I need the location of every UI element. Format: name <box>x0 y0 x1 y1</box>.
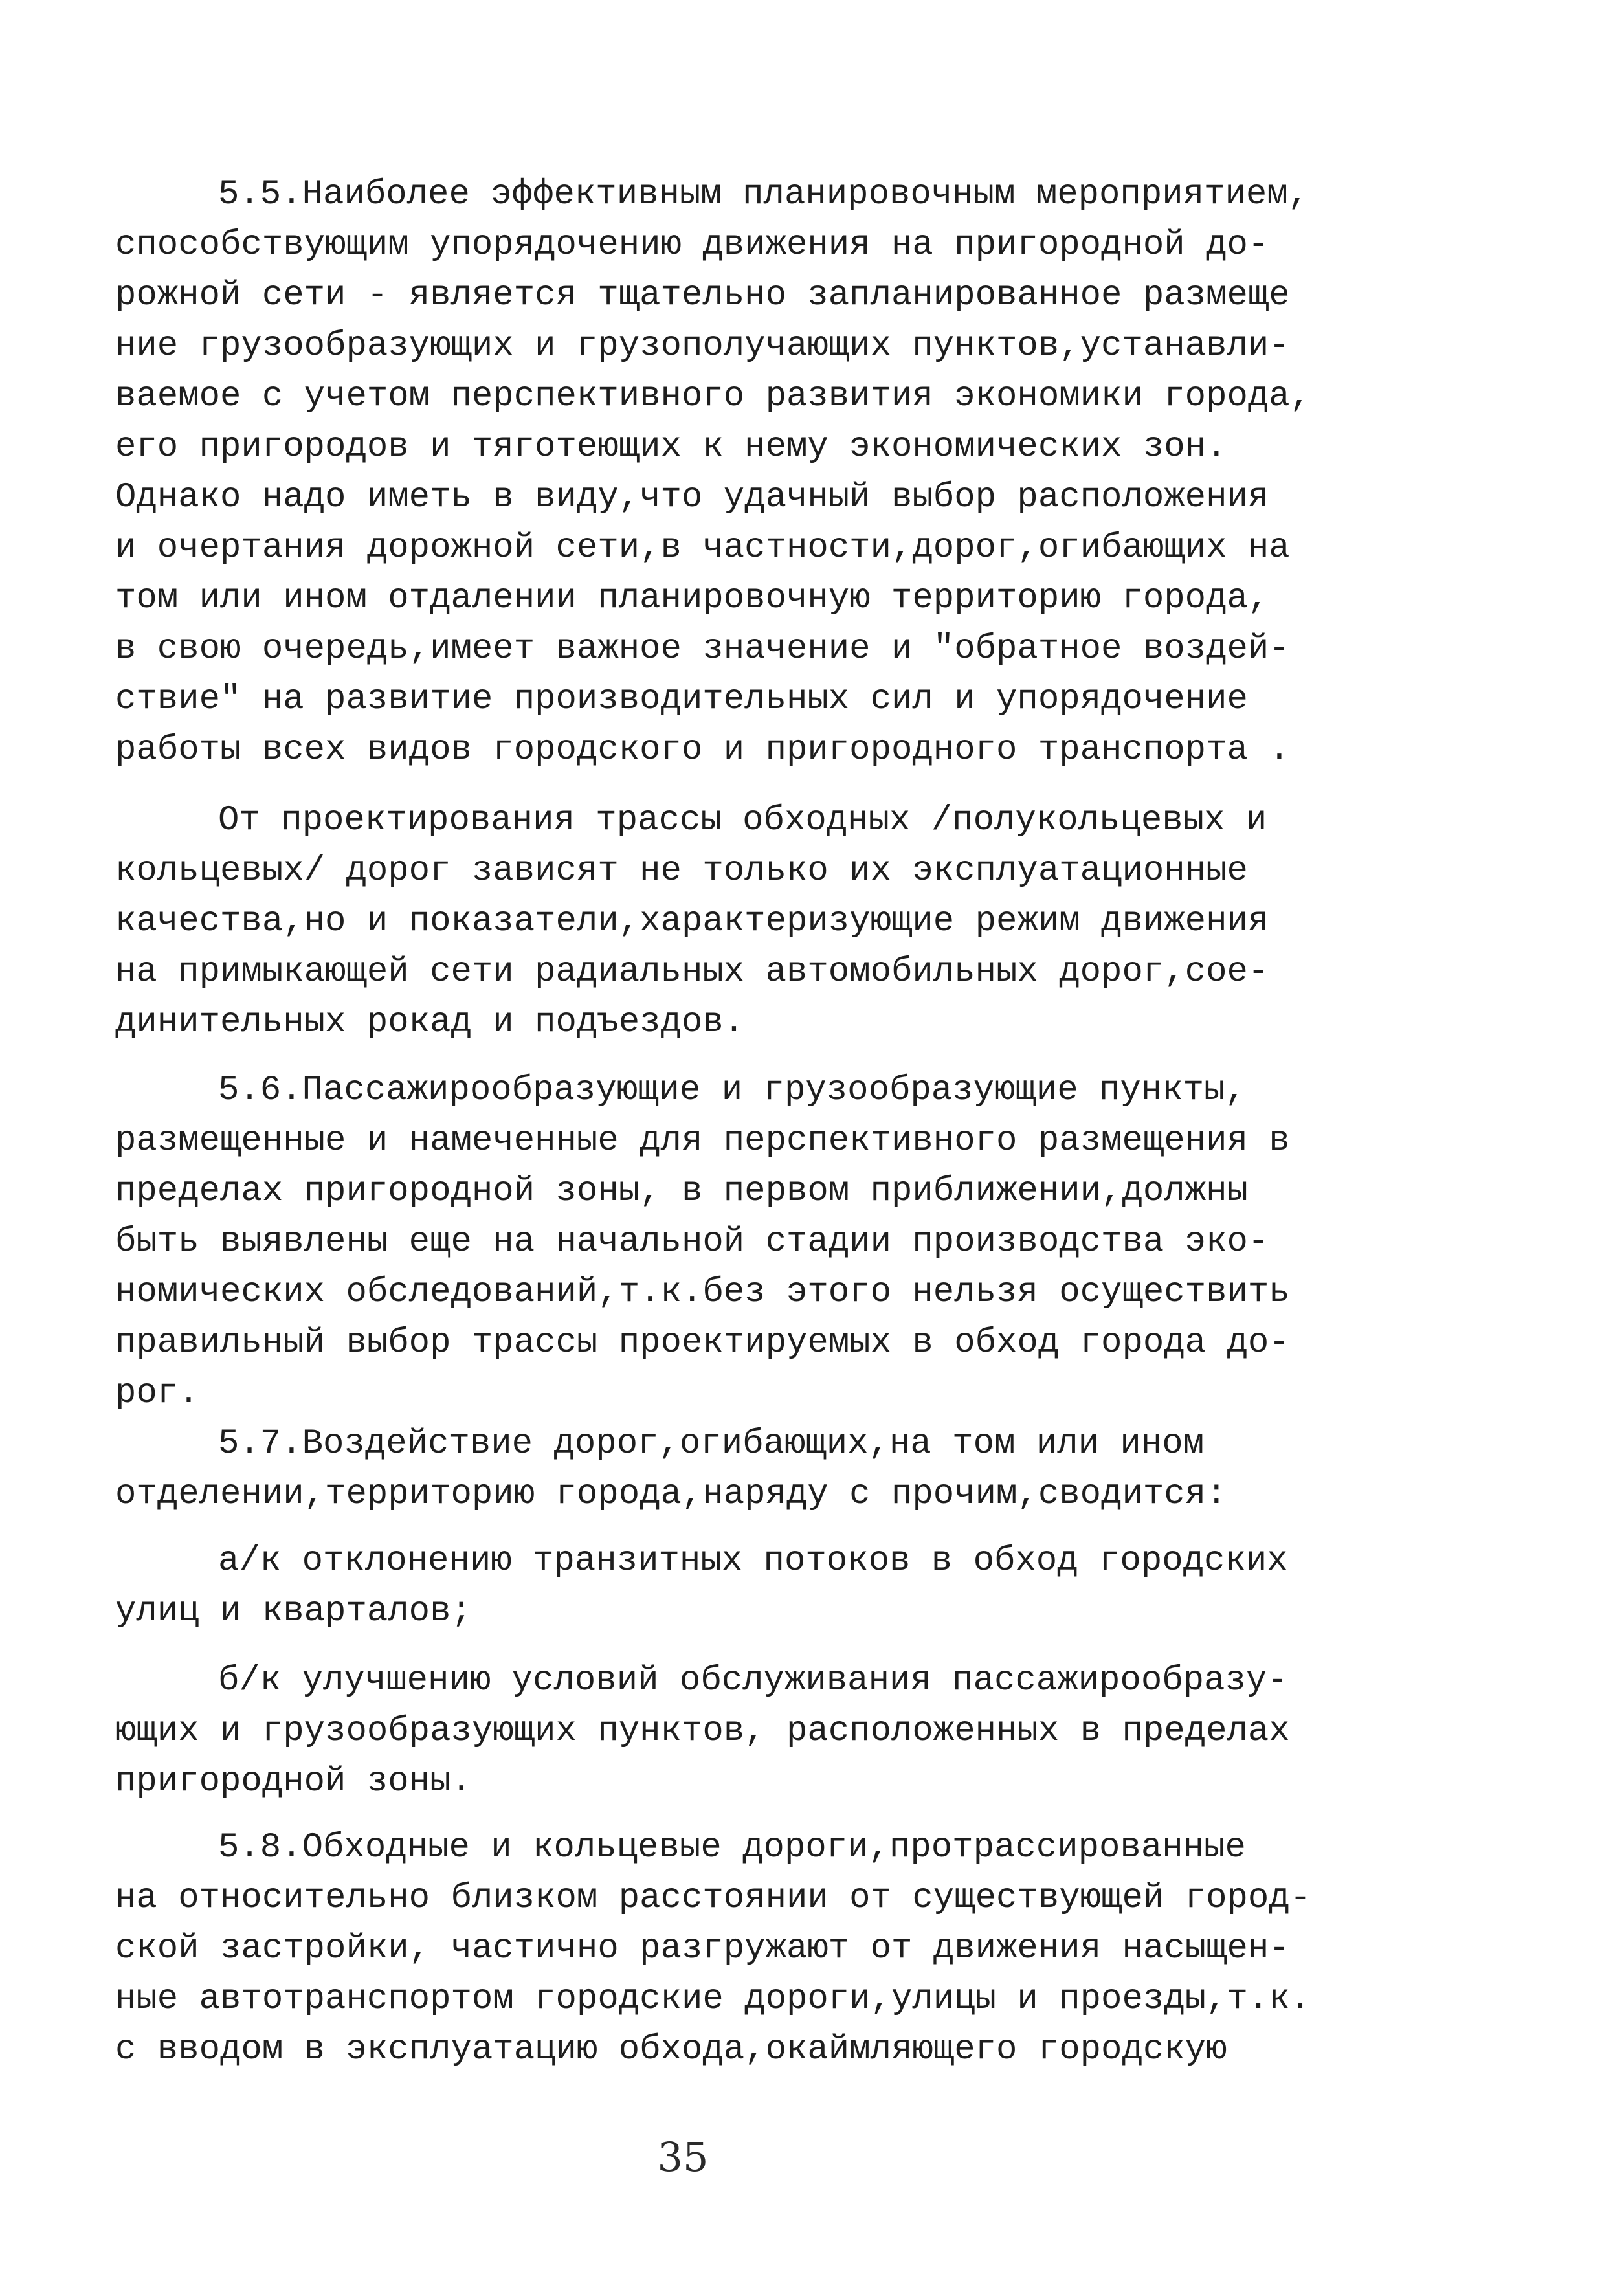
text-line: ные автотранспортом городские дороги,улицы и проезды,т.к. <box>115 1979 1311 2019</box>
text-line: размещенные и намеченные для перспективного размещения в <box>115 1121 1290 1161</box>
text-line: кольцевых/ дорог зависят не только их эксплуатационные <box>115 851 1248 891</box>
paragraph-5-8 <box>115 1823 1311 2075</box>
text-line: От проектирования трассы обходных /полукольцевых и <box>218 801 1267 840</box>
text-line: пределах пригородной зоны, в первом приближении,должны <box>115 1172 1248 1211</box>
text-line: ние грузообразующих и грузополучающих пунктов,устанавли- <box>115 326 1290 366</box>
text-line: его пригородов и тяготеющих к нему экономических зон. <box>115 427 1227 467</box>
text-line: в свою очередь,имеет важное значение и "обратное воздей- <box>115 629 1290 669</box>
paragraph-5-6 <box>115 1065 1290 1419</box>
text-line: номических обследований,т.к.без этого нельзя осуществить <box>115 1273 1290 1312</box>
text-line: способствующим упорядочению движения на пригородной до- <box>115 225 1269 265</box>
paragraph-bypass-design <box>115 796 1269 1048</box>
text-line: качества,но и показатели,характеризующие режим движения <box>115 902 1269 941</box>
text-line: ствие" на развитие производительных сил и упорядочение <box>115 680 1248 719</box>
text-line: рог. <box>115 1374 199 1413</box>
text-line: 5.5.Наиболее эффективным планировочным мероприятием, <box>218 175 1309 214</box>
list-item-b <box>115 1656 1290 1807</box>
text-line: рожной сети - является тщательно запланированное размеще <box>115 276 1290 315</box>
text-line: том или ином отдалении планировочную территорию города, <box>115 579 1269 618</box>
text-line: отделении,территорию города,наряду с прочим,сводится: <box>115 1475 1227 1514</box>
text-line: 5.6.Пассажирообразующие и грузообразующие пункты, <box>218 1071 1246 1110</box>
paragraph-5-7 <box>115 1419 1227 1520</box>
text-line: с вводом в эксплуатацию обхода,окаймляющего городскую <box>115 2030 1227 2069</box>
text-line: ваемое с учетом перспективного развития экономики города, <box>115 377 1311 416</box>
text-line: на относительно близком расстоянии от существующей город- <box>115 1878 1311 1918</box>
text-line: динительных рокад и подъездов. <box>115 1003 745 1042</box>
text-line: на примыкающей сети радиальных автомобильных дорог,сое- <box>115 952 1269 992</box>
text-line: правильный выбор трассы проектируемых в обход города до- <box>115 1323 1290 1363</box>
page-number: 35 <box>657 2133 709 2181</box>
text-line: ющих и грузообразующих пунктов, расположенных в пределах <box>115 1711 1290 1751</box>
text-line: б/к улучшению условий обслуживания пассажирообразу- <box>218 1661 1288 1700</box>
text-line: пригородной зоны. <box>115 1762 472 1801</box>
paragraph-5-5 <box>115 170 1311 775</box>
text-line: и очертания дорожной сети,в частности,дорог,огибающих на <box>115 528 1290 568</box>
text-line: работы всех видов городского и пригородного транспорта . <box>115 730 1290 770</box>
text-line: ской застройки, частично разгружают от движения насыщен- <box>115 1929 1290 1968</box>
text-line: 5.8.Обходные и кольцевые дороги,протрассированные <box>218 1828 1246 1867</box>
text-line: 5.7.Воздействие дорог,огибающих,на том или ином <box>218 1424 1205 1464</box>
text-line: улиц и кварталов; <box>115 1592 472 1631</box>
text-line: Однако надо иметь в виду,что удачный выбор расположения <box>115 478 1269 517</box>
text-line: а/к отклонению транзитных потоков в обход городских <box>218 1541 1288 1581</box>
text-line: быть выявлены еще на начальной стадии производства эко- <box>115 1222 1269 1262</box>
list-item-a <box>115 1536 1288 1637</box>
